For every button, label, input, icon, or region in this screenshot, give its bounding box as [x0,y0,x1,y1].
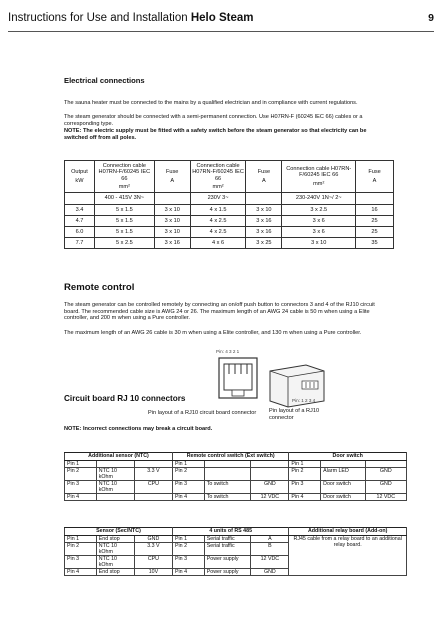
spec-cell: 3 x 2.5 [282,205,356,216]
section-heading-remote: Remote control [64,282,135,293]
table-cell: NTC 10 kOhm [96,468,134,481]
table-cell: Pin 4 [289,494,321,501]
table-cell: GND [251,481,289,494]
spec-header-row [65,161,394,193]
spec-cell: 25 [356,216,394,227]
electrical-note: NOTE: The electric supply must be fitted with a safety switch before the steam generator so that electricity can be switched off from all poles. [64,128,367,141]
caption-plug-line1: Pin layout of a RJ10 [269,408,320,414]
spec-header-cell [65,161,95,193]
spec-header-cell [154,161,190,193]
group-header: Additional relay board (Add-on) [289,528,407,536]
table-cell: Pin 2 [172,468,204,481]
spec-cell: 4 x 1.5 [190,205,246,216]
table-cell: 3.3 V [134,543,172,556]
table-row [65,205,394,216]
table-cell: GND [134,536,172,543]
spec-cell: 3.4 [65,205,95,216]
spec-header-text: Connection cable H07RN-F/60245 IEC 66 [286,165,352,179]
page-header [8,12,434,32]
table-cell: NTC 10 kOhm [96,543,134,556]
table-cell: Pin 2 [65,543,97,556]
table-row [65,481,407,494]
table-cell: Serial traffic [204,536,251,543]
table-cell [134,494,172,501]
spec-unit-text: kW [75,177,84,184]
spec-cell: 5 x 1.5 [94,227,154,238]
table-cell: CPU [134,481,172,494]
section-heading-rj10: Circuit board RJ 10 connectors [64,394,186,403]
table-cell: Pin 2 [289,468,321,481]
table-cell: Pin 1 [289,461,321,468]
group-header: Additional sensor (NTC) [65,453,173,461]
table-cell: 3.3 V [134,468,172,481]
table-cell: End stop [96,569,134,576]
table-cell: Pin 4 [65,494,97,501]
spec-cell: 16 [356,205,394,216]
spec-cell: 4 x 2.5 [190,216,246,227]
pin-label-plug: Pin: 1 2 3 4 [292,398,316,403]
spec-cell: 3 x 10 [154,216,190,227]
group-header: 4 units of RS 485 [172,528,288,536]
table-row [65,494,407,501]
table-cell: To switch [204,494,251,501]
spec-header-cell [356,161,394,193]
spec-voltage-cell: 230V 3~ [190,193,246,205]
group-header: Remote control switch (Ext switch) [172,453,288,461]
spec-cell: 4 x 2.5 [190,227,246,238]
remote-paragraph-1: The steam generator can be controlled remotely by connecting an on/off push button to connectors 3 and 4 of the RJ10 circuit board. The recommended cable size is AWG 24 or 26. The maximum length of an AWG 24 cable is 50 m when using a Elite controller, and 200 m when using a Pure controller. [64,302,375,322]
table-cell [96,494,134,501]
spec-header-text: Fuse [165,169,179,176]
spec-header-text: Fuse [257,169,271,176]
caption-plug-line2: connector [269,415,294,421]
spec-cell: 3 x 10 [154,227,190,238]
connector-table-a [64,452,407,501]
table-cell: Door switch [321,494,365,501]
spec-cell: 3 x 10 [154,205,190,216]
spec-cell: 7.7 [65,238,95,249]
table-cell [96,461,134,468]
table-cell: Pin 4 [172,494,204,501]
pin-label-board: Pin: 4 3 2 1 [216,349,240,354]
table-row [65,468,407,481]
table-row [65,461,407,468]
spec-voltage-cell [246,193,282,205]
spec-unit-text: mm² [118,183,130,190]
table-cell [134,461,172,468]
table-cell [251,468,289,481]
connector-table-b [64,527,407,576]
table-cell: GND [365,481,406,494]
spec-header-text: Output [71,169,88,176]
rj10-plug-connector-icon [266,356,328,416]
spec-voltage-cell [356,193,394,205]
table-cell: Pin 3 [65,556,97,569]
spec-cell: 4.7 [65,216,95,227]
spec-header-cell [282,161,356,193]
spec-voltage-cell: 230-240V 1N~/ 2~ [282,193,356,205]
spec-cell: 3 x 6 [282,216,356,227]
spec-cell: 4 x 6 [190,238,246,249]
table-cell: Pin 3 [172,481,204,494]
spec-cell: 3 x 6 [282,227,356,238]
spec-cell: 3 x 10 [246,205,282,216]
spec-cell: 6.0 [65,227,95,238]
table-cell [251,461,289,468]
table-cell: Pin 4 [65,569,97,576]
table-cell: Pin 4 [172,569,204,576]
addon-description: RJ45 cable from a relay board to an additional relay board. [289,536,407,576]
section-heading-electrical: Electrical connections [64,76,145,85]
table-cell: GND [251,569,289,576]
table-cell: 10V [134,569,172,576]
table-cell: To switch [204,481,251,494]
table-cell: Door switch [321,481,365,494]
electrical-paragraph-1: The sauna heater must be connected to the mains by a qualified electrician and in compliance with current regulations. [64,100,358,106]
spec-cell: 35 [356,238,394,249]
rj10-board-connector-icon [215,355,261,403]
group-header: Door switch [289,453,407,461]
header-title: Instructions for Use and Installation Helo Steam [8,12,254,24]
table-cell: 12 VDC [365,494,406,501]
spec-cell: 3 x 16 [246,216,282,227]
spec-unit-text: A [372,177,377,184]
table-cell: Pin 3 [289,481,321,494]
table-cell: Power supply [204,569,251,576]
table-cell: End stop [96,536,134,543]
spec-cell: 3 x 25 [246,238,282,249]
spec-unit-text: mm² [313,180,325,187]
table-row [65,536,407,543]
spec-header-text: Connection cable H07RN-F/60245 IEC 66 [98,162,151,182]
table-cell: CPU [134,556,172,569]
spec-header-text: Fuse [368,169,381,176]
table-cell: GND [365,468,406,481]
spec-cell: 5 x 2.5 [94,238,154,249]
caption-board-connector: Pin layout of a RJ10 circuit board connector [148,410,257,416]
table-cell: NTC 10 kOhm [96,556,134,569]
spec-cell: 3 x 16 [246,227,282,238]
spec-voltage-cell [65,193,95,205]
table-cell: Pin 2 [65,468,97,481]
spec-cell: 5 x 1.5 [94,216,154,227]
spec-voltage-cell [154,193,190,205]
table-cell [204,461,251,468]
spec-unit-text: A [170,177,175,184]
spec-header-cell [190,161,246,193]
table-cell [321,461,365,468]
table-cell [204,468,251,481]
electrical-paragraph-2: The steam generator should be connected with a semi-permanent connection. Use H07RN-F (60245 IEC 66) cables or a corresponding type. [64,114,363,127]
spec-unit-text: A [262,177,266,184]
table-cell: Pin 2 [172,543,204,556]
spec-cell: 5 x 1.5 [94,205,154,216]
rj10-note: NOTE: Incorrect connections may break a circuit board. [64,426,213,432]
page-number: 9 [428,12,434,24]
table-cell: Alarm LED [321,468,365,481]
table-cell: Pin 1 [172,461,204,468]
spec-cell: 3 x 16 [154,238,190,249]
table-cell: 12 VDC [251,556,289,569]
table-cell: Pin 3 [172,556,204,569]
table-cell: B [251,543,289,556]
table-row [65,216,394,227]
table-cell: Pin 3 [65,481,97,494]
spec-header-text: Connection cable H07RN-F/60245 IEC 66 [192,162,244,182]
remote-paragraph-2: The maximum length of an AWG 26 cable is 30 m when using a Elite controller, and 130 m when using a Pure controller. [64,330,362,336]
table-cell: NTC 10 kOhm [96,481,134,494]
table-cell: Power supply [204,556,251,569]
connection-spec-table [64,160,394,249]
table-row [65,227,394,238]
spec-header-cell [94,161,154,193]
table-row [65,238,394,249]
spec-cell: 3 x 10 [282,238,356,249]
spec-voltage-row [65,193,394,205]
table-cell: 12 VDC [251,494,289,501]
table-cell: A [251,536,289,543]
table-cell: Serial traffic [204,543,251,556]
table-cell: Pin 1 [172,536,204,543]
spec-cell: 25 [356,227,394,238]
group-header: Sensor (Sec/NTC) [65,528,173,536]
table-cell [365,461,406,468]
table-cell: Pin 1 [65,536,97,543]
spec-unit-text: mm² [212,183,224,190]
table-cell: Pin 1 [65,461,97,468]
spec-header-cell [246,161,282,193]
spec-voltage-cell: 400 - 415V 3N~ [94,193,154,205]
